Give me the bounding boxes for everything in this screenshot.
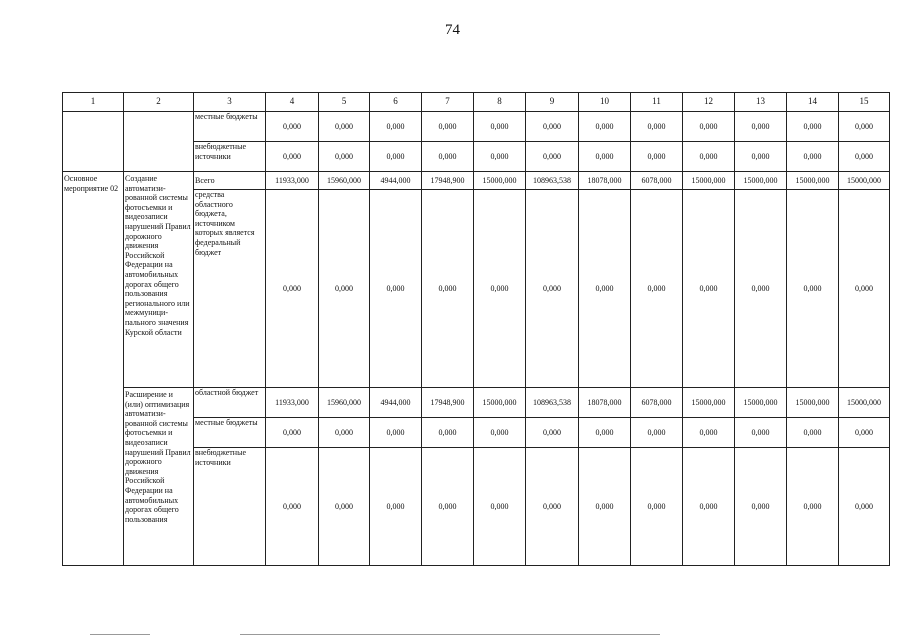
column-header: 1 [63,93,124,112]
amount-cell: 0,000 [266,448,319,566]
amount-cell: 18078,000 [579,388,631,418]
amount-cell: 108963,538 [526,172,579,190]
amount-cell: 0,000 [579,418,631,448]
amount-cell: 0,000 [266,112,319,142]
amount-cell: 15000,000 [787,388,839,418]
amount-cell: 0,000 [526,418,579,448]
column-header: 3 [194,93,266,112]
empty-cell [124,112,194,172]
column-header: 15 [839,93,890,112]
column-header: 6 [370,93,422,112]
amount-cell: 0,000 [474,112,526,142]
amount-cell: 0,000 [631,112,683,142]
amount-cell: 0,000 [839,190,890,388]
amount-cell: 0,000 [370,142,422,172]
column-header: 9 [526,93,579,112]
table-row [63,112,890,142]
budget-table [62,92,890,566]
amount-cell: 0,000 [579,142,631,172]
amount-cell: 0,000 [319,190,370,388]
amount-cell: 0,000 [370,112,422,142]
page-edge [0,630,905,640]
amount-cell: 0,000 [787,190,839,388]
amount-cell: 0,000 [526,112,579,142]
amount-cell: 0,000 [839,112,890,142]
amount-cell: 0,000 [839,448,890,566]
amount-cell: 0,000 [787,112,839,142]
amount-cell: 17948,900 [422,388,474,418]
amount-cell: 0,000 [370,448,422,566]
amount-cell: 0,000 [579,112,631,142]
amount-cell: 11933,000 [266,388,319,418]
amount-cell: 0,000 [319,112,370,142]
amount-cell: 0,000 [319,142,370,172]
amount-cell: 0,000 [526,142,579,172]
amount-cell: 4944,000 [370,172,422,190]
amount-cell: 15000,000 [735,388,787,418]
amount-cell: 15960,000 [319,388,370,418]
amount-cell: 15000,000 [474,388,526,418]
funding-source-cell: внебюджетные источники [194,142,266,172]
amount-cell: 0,000 [787,142,839,172]
page-number: 74 [445,22,460,38]
empty-cell [63,112,124,172]
column-header: 5 [319,93,370,112]
amount-cell: 0,000 [474,190,526,388]
column-header: 10 [579,93,631,112]
funding-source-cell: средства областного бюджета, источником которых является федеральный бюджет [194,190,266,388]
amount-cell: 6078,000 [631,388,683,418]
amount-cell: 0,000 [631,190,683,388]
amount-cell: 0,000 [474,142,526,172]
amount-cell: 0,000 [319,418,370,448]
amount-cell: 15000,000 [787,172,839,190]
amount-cell: 0,000 [631,418,683,448]
amount-cell: 0,000 [319,448,370,566]
amount-cell: 0,000 [683,142,735,172]
table-row [63,172,890,190]
column-header: 14 [787,93,839,112]
column-header: 7 [422,93,474,112]
amount-cell: 0,000 [735,112,787,142]
amount-cell: 0,000 [683,448,735,566]
amount-cell: 15000,000 [839,388,890,418]
amount-cell: 15000,000 [839,172,890,190]
amount-cell: 0,000 [579,190,631,388]
amount-cell: 18078,000 [579,172,631,190]
column-header: 8 [474,93,526,112]
column-header: 13 [735,93,787,112]
amount-cell: 15000,000 [474,172,526,190]
amount-cell: 0,000 [735,190,787,388]
amount-cell: 11933,000 [266,172,319,190]
amount-cell: 0,000 [787,448,839,566]
column-header: 2 [124,93,194,112]
amount-cell: 15000,000 [735,172,787,190]
amount-cell: 0,000 [474,448,526,566]
amount-cell: 0,000 [579,448,631,566]
table-row [63,388,890,418]
amount-cell: 0,000 [526,190,579,388]
amount-cell: 0,000 [422,448,474,566]
amount-cell: 0,000 [631,448,683,566]
column-header: 4 [266,93,319,112]
amount-cell: 0,000 [735,448,787,566]
amount-cell: 15000,000 [683,172,735,190]
amount-cell: 0,000 [422,190,474,388]
amount-cell: 15960,000 [319,172,370,190]
amount-cell: 0,000 [839,418,890,448]
amount-cell: 0,000 [787,418,839,448]
main-event-cell: Основное мероприятие 02 [63,172,124,566]
amount-cell: 0,000 [422,418,474,448]
amount-cell: 4944,000 [370,388,422,418]
column-header: 12 [683,93,735,112]
amount-cell: 108963,538 [526,388,579,418]
amount-cell: 0,000 [683,190,735,388]
column-header: 11 [631,93,683,112]
funding-source-cell: Всего [194,172,266,190]
amount-cell: 6078,000 [631,172,683,190]
amount-cell: 15000,000 [683,388,735,418]
funding-source-cell: местные бюджеты [194,112,266,142]
sub-event-description-cell: Расширение и (или) оптимизация автоматизи-рованной системы фотосъемки и видеозаписи нарушений Правил дорожного движения Российской Федерации на автомобильных дорогах общего пользования [124,388,194,566]
funding-source-cell: внебюджетные источники [194,448,266,566]
amount-cell: 0,000 [526,448,579,566]
event-description-cell: Создание автоматизи-рованной системы фотосъемки и видеозаписи нарушений Правил дорожного движения Российской Федерации на автомобильных дорогах общего пользования регионального или межмуници-пального значения Курской области [124,172,194,388]
funding-source-cell: областной бюджет [194,388,266,418]
amount-cell: 0,000 [631,142,683,172]
amount-cell: 0,000 [839,142,890,172]
amount-cell: 0,000 [735,142,787,172]
amount-cell: 0,000 [266,142,319,172]
amount-cell: 0,000 [683,112,735,142]
amount-cell: 0,000 [370,190,422,388]
funding-source-cell: местные бюджеты [194,418,266,448]
amount-cell: 0,000 [422,112,474,142]
amount-cell: 0,000 [266,418,319,448]
amount-cell: 0,000 [474,418,526,448]
amount-cell: 0,000 [266,190,319,388]
amount-cell: 0,000 [683,418,735,448]
amount-cell: 17948,900 [422,172,474,190]
amount-cell: 0,000 [422,142,474,172]
amount-cell: 0,000 [370,418,422,448]
amount-cell: 0,000 [735,418,787,448]
header-row [63,93,890,112]
